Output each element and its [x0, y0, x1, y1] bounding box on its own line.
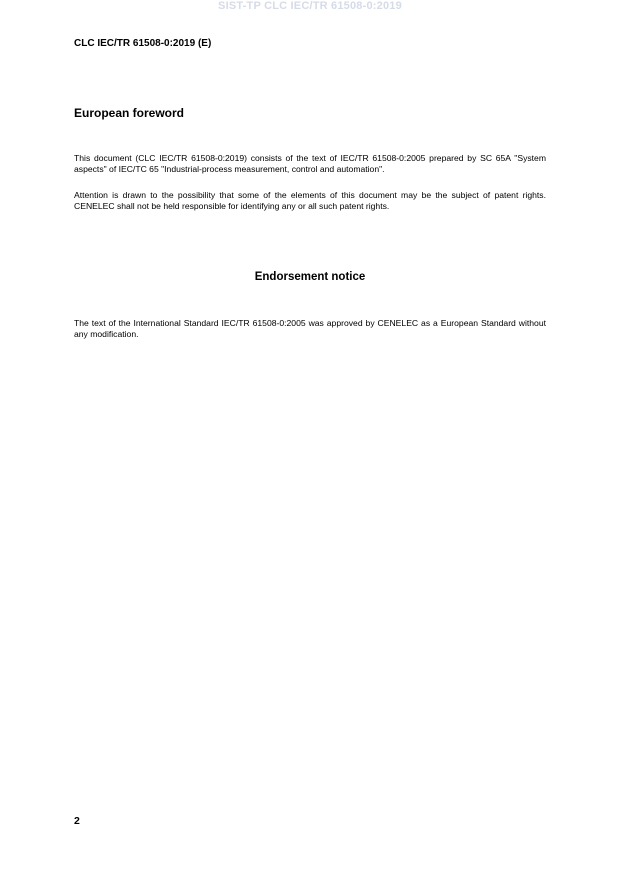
- foreword-title: European foreword: [74, 106, 185, 120]
- foreword-paragraph-1: This document (CLC IEC/TR 61508-0:2019) consists of the text of IEC/TR 61508-0:2005 prepared by SC 65A "System aspects" of IEC/TC 65 "Industrial-process measurement, control and automation".: [74, 153, 546, 174]
- watermark: SIST-TP CLC IEC/TR 61508-0:2019: [218, 0, 402, 12]
- foreword-paragraph-2: Attention is drawn to the possibility that some of the elements of this document may be the subject of patent rights. CENELEC shall not be held responsible for identifying any or all such patent rights.: [74, 190, 546, 211]
- page-number: 2: [74, 815, 80, 827]
- document-id-header: CLC IEC/TR 61508-0:2019 (E): [74, 38, 212, 49]
- endorsement-title: Endorsement notice: [254, 271, 366, 283]
- endorsement-paragraph: The text of the International Standard IEC/TR 61508-0:2005 was approved by CENELEC as a European Standard without any modification.: [74, 318, 546, 339]
